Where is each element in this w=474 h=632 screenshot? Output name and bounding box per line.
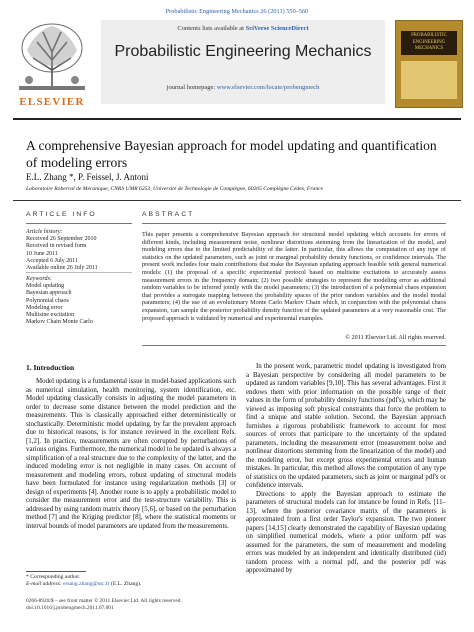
header-divider	[13, 118, 461, 120]
intro-paragraph: Model updating is a fundamental issue in model-based applications such as numerical simulation, health monitoring, system identification, etc. Model updating classically consists in adjusting the model parameters in order to decrease some distance between the model prediction and the measurements. This is classically approached either deterministically or stochastically. Deterministic model updating, by far the prevalent approach due to historical reasons, is for instance reviewed in the excellent Refs. [1,2]. In practice, measurements are often corrupted by perturbations of various origins. Furthermore, the numerical model to be updated is always a simplification of a real structure due to the complexity of the latter, and the induced modeling error is not negligible in many cases. On account of measurement and modeling errors, robust updating of structural models have been formulated for instance using regularization methods [3] or design of experiments [4]. Another route is to apply a probabilistic model to consider the measurement error and the test-structure variability. This is addressed by using random matrix theory [5,6], or based on the perturbation method [7] and the Kriging predictor [8], where the statistical moments or interval bounds of model parameters are updated from the measurements.	[26, 378, 236, 530]
cover-artwork	[401, 61, 457, 99]
keyword: Modeling error	[26, 304, 63, 311]
author-email-link[interactable]: ersang.zhang@utc.fr	[63, 581, 110, 587]
intro-right-column	[246, 363, 446, 576]
author-list: E.L. Zhang *, P. Feissel, J. Antoni	[26, 172, 149, 182]
history-label: Article history:	[26, 229, 63, 235]
history-line: 10 June 2011	[26, 250, 58, 257]
keyword: Polynomial chaos	[26, 297, 69, 304]
intro-paragraph: In the present work, parametric model updating is investigated from a Bayesian perspective by considering all model parameters to be updated as random variables [9,10]. This has several advantages. First it endows them with prior information on the possible range of their values in the form of probability density functions (pdf's), which may be viewed as imposing soft physical constraints that force the problem to find a unique and stable solution. Second, the Bayesian approach furnishes a rigorous probabilistic framework to account for most sources of errors that participate to the uncertainty of the updated parameters, including the measurement error (measurement noise and nonlinear distortions stemming from the linearization of the model) and the modeling error, but except gross experimental errors and human mistakes. In particular, this method allows the computation of any type of statistics on the updated parameters, such as joint or marginal pdf's or confidence intervals.	[246, 363, 446, 489]
corresponding-author-note: * Corresponding author.	[26, 574, 81, 580]
contents-line	[101, 25, 385, 32]
email-prefix: E-mail address:	[26, 581, 64, 587]
contents-prefix: Contents lists available at	[177, 25, 246, 32]
footnote	[26, 574, 141, 588]
keywords	[26, 276, 93, 326]
history-line: Accepted 6 July 2011	[26, 257, 78, 264]
homepage-line	[101, 84, 385, 91]
masthead	[13, 20, 461, 110]
sciencedirect-link[interactable]: SciVerse ScienceDirect	[245, 25, 309, 32]
publication-meta	[26, 598, 182, 611]
homepage-prefix: journal homepage:	[166, 84, 217, 91]
abstract-heading: ABSTRACT	[142, 211, 195, 218]
journal-title: Probabilistic Engineering Mechanics	[114, 43, 372, 60]
journal-reference: Probabilistic Engineering Mechanics 26 (2011) 550–560	[165, 8, 309, 15]
copyright-notice: © 2011 Elsevier Ltd. All rights reserved.	[345, 334, 446, 341]
elsevier-tree-icon	[13, 20, 91, 96]
article-info-rule	[26, 223, 132, 224]
journal-cover-thumbnail	[395, 20, 463, 108]
history-line: Received in revised form	[26, 243, 87, 250]
keyword: Multisine excitation	[26, 312, 75, 319]
history-line: Received 26 September 2010	[26, 236, 97, 243]
doi-line[interactable]: doi:10.1016/j.probengmech.2011.07.001	[26, 604, 114, 611]
journal-header-box	[101, 20, 385, 104]
author-affiliation: Laboratoire Roberval de Mécanique, CNRS UMR 6253, Université de Technologie de Compiègne, 60205 Compiègne Cédex, France	[26, 186, 324, 192]
elsevier-logo	[13, 20, 91, 108]
abstract-bottom-rule	[142, 345, 446, 346]
title-divider	[13, 200, 461, 201]
homepage-link[interactable]: www.elsevier.com/locate/probengmech	[216, 84, 320, 91]
article-info-heading: ARTICLE INFO	[26, 211, 97, 218]
abstract-text: This paper presents a comprehensive Bayesian approach for structural model updating which accounts for errors of different kinds, including measurement noise, nonlinear distortions stemming from the linearization of the model, and modeling errors due to the limited predictability of the latter. In particular, this allows the computation of any type of statistics on the updated parameters, such as joint or marginal probability density functions, or confidence intervals. The present work includes four main contributions that make the Bayesian updating approach feasible with general numerical models: (1) the proposal of a specific experimental protocol based on multisine excitations to accurately assess measurement errors in the frequency domain; (2) two possible strategies to represent the modeling error as additional random variables to be inferred jointly with the model parameters; (3) the introduction of a polynomial chaos expansion that provides a surrogate mapping between the probability spaces of the prior random variables and the model modal parameters; (4) the use of an evolutionary Monte Carlo Markov Chain which, in conjunction with the polynomial chaos expansion, can sample the posterior probability density function of the updated parameters at a very reasonable cost. The proposed approach is validated by numerical and experimental examples.	[142, 231, 446, 322]
intro-paragraph: Directions to apply the Bayesian approach to estimate the parameters of structural models can for instance be found in Refs. [11–13], where the posterior covariance matrix of the parameters is approximated from a first order Taylor's expansion. The two pioneer papers [14,15] clearly demonstrated the capability of Bayesian updating on simplified numerical models, where a prior uniform pdf was assumed for the parameters, the sum of measurement and modeling errors was modeled by an independent and identically distributed (iid) random process with a normal pdf, and the posterior pdf was approximated by	[246, 490, 446, 574]
issn-line: 0266-8920/$ – see front matter © 2011 Elsevier Ltd. All rights reserved.	[26, 598, 182, 604]
article-history	[26, 229, 98, 272]
keyword: Bayesian approach	[26, 290, 72, 297]
paper-title: A comprehensive Bayesian approach for model updating and quantification of modeling errors	[26, 138, 437, 170]
publisher-name: ELSEVIER	[19, 96, 85, 108]
intro-left-column	[26, 378, 236, 531]
footnote-rule	[26, 571, 86, 572]
keywords-label: Keywords:	[26, 276, 52, 282]
keyword: Model updating	[26, 283, 65, 290]
section-heading-introduction: 1. Introduction	[26, 363, 75, 372]
history-line: Available online 26 July 2011	[26, 265, 98, 272]
keyword: Markov Chain Monte Carlo	[26, 319, 93, 326]
abstract-rule	[142, 223, 446, 224]
info-separator	[26, 272, 132, 273]
email-line	[26, 581, 141, 588]
email-suffix: (E.L. Zhang).	[109, 581, 142, 587]
cover-title: PROBABILISTIC ENGINEERING MECHANICS	[401, 31, 457, 55]
